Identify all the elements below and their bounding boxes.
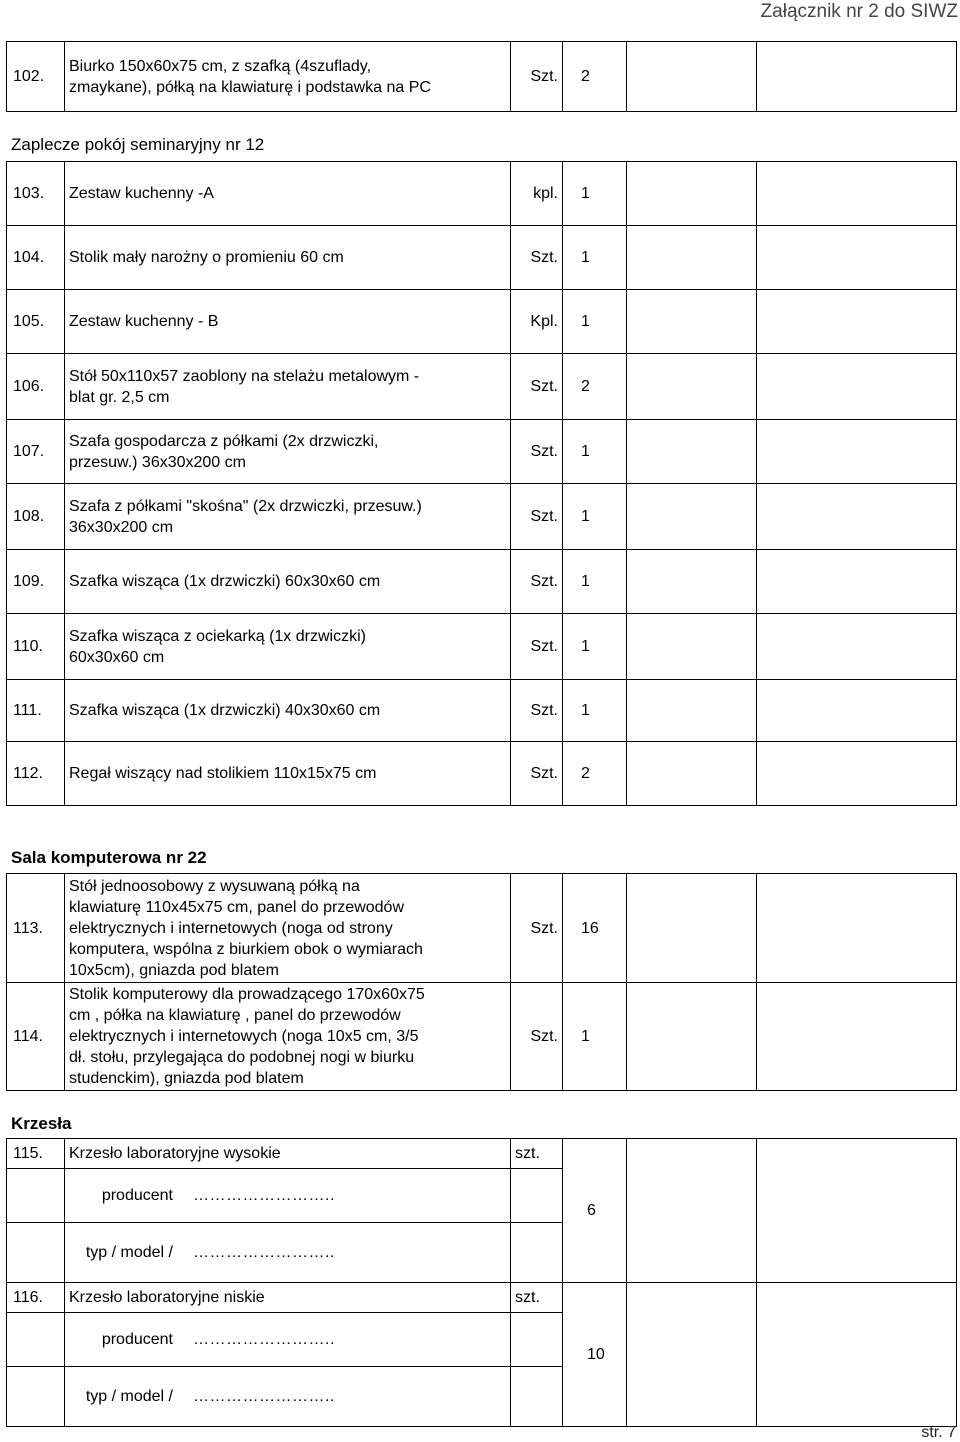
empty-cell — [757, 484, 957, 550]
desc-line: Stół jednoosobowy z wysuwaną półką na — [69, 877, 360, 895]
producer-input[interactable]: …………………….. — [193, 1187, 335, 1204]
producer-line — [65, 1169, 511, 1223]
table-row — [7, 983, 957, 1091]
table-row — [7, 1139, 957, 1169]
table-row — [7, 420, 957, 484]
table-row — [7, 1283, 957, 1313]
model-label: typ / model / — [85, 1244, 173, 1261]
empty-cell — [627, 42, 757, 112]
item-qty: 1 — [563, 484, 627, 550]
model-input[interactable]: …………………….. — [193, 1244, 335, 1261]
item-unit: Kpl. — [511, 290, 563, 354]
desc-line: Stolik komputerowy dla prowadzącego 170x60x75 — [69, 986, 425, 1003]
empty-cell — [627, 226, 757, 290]
item-unit: kpl. — [511, 162, 563, 226]
desc-line: 36x30x200 cm — [69, 518, 174, 536]
item-unit: szt. — [511, 1283, 563, 1313]
empty-cell — [757, 1139, 957, 1283]
table-row — [7, 614, 957, 680]
item-unit: Szt. — [511, 420, 563, 484]
empty-cell — [7, 1313, 65, 1367]
empty-cell — [757, 290, 957, 354]
item-unit: Szt. — [511, 550, 563, 614]
item-description — [65, 983, 511, 1091]
item-description — [65, 484, 511, 550]
item-description — [65, 614, 511, 680]
desc-line: Szafka wisząca z ociekarką (1x drzwiczki) — [69, 627, 366, 645]
item-unit: Szt. — [511, 354, 563, 420]
item-number: 110. — [7, 614, 65, 680]
desc-line: elektrycznych i internetowych (noga od strony — [69, 919, 393, 937]
item-qty: 1 — [563, 420, 627, 484]
empty-cell — [627, 742, 757, 806]
table-krzesla — [6, 1138, 957, 1427]
item-qty: 1 — [563, 614, 627, 680]
producer-input[interactable]: …………………….. — [193, 1331, 335, 1348]
item-unit: szt. — [511, 1139, 563, 1169]
item-qty: 2 — [563, 42, 627, 112]
table-zaplecze — [6, 161, 957, 806]
item-qty: 6 — [563, 1139, 627, 1283]
item-number: 109. — [7, 550, 65, 614]
empty-cell — [757, 226, 957, 290]
empty-cell — [757, 1283, 957, 1427]
producer-label: producent — [101, 1331, 173, 1348]
section-title-krzesla: Krzesła — [11, 1114, 72, 1133]
item-description — [65, 874, 511, 983]
empty-cell — [627, 983, 757, 1091]
empty-cell — [627, 1283, 757, 1427]
item-number: 111. — [7, 680, 65, 742]
item-description: Szafka wisząca (1x drzwiczki) 60x30x60 cm — [65, 550, 511, 614]
item-number: 113. — [7, 874, 65, 983]
empty-cell — [757, 983, 957, 1091]
item-number: 115. — [7, 1139, 65, 1169]
item-number: 102. — [7, 42, 65, 112]
desc-line: Szafa z półkami "skośna" (2x drzwiczki, przesuw.) — [69, 497, 422, 515]
item-qty: 1 — [563, 983, 627, 1091]
table-row — [7, 550, 957, 614]
desc-line: klawiaturę 110x45x75 cm, panel do przewodów — [69, 898, 405, 916]
empty-cell — [627, 874, 757, 983]
item-number: 112. — [7, 742, 65, 806]
item-unit: Szt. — [511, 742, 563, 806]
empty-cell — [627, 680, 757, 742]
model-input[interactable]: …………………….. — [193, 1388, 335, 1405]
empty-cell — [627, 420, 757, 484]
item-number: 107. — [7, 420, 65, 484]
item-qty: 1 — [563, 680, 627, 742]
empty-cell — [757, 550, 957, 614]
item-unit: Szt. — [511, 614, 563, 680]
desc-line: komputera, wspólna z biurkiem obok o wymiarach — [69, 940, 423, 958]
item-qty: 1 — [563, 162, 627, 226]
desc-line: Biurko 150x60x75 cm, z szafką (4szuflady, — [69, 57, 372, 75]
empty-cell — [757, 742, 957, 806]
empty-cell — [7, 1223, 65, 1283]
item-description: Szafka wisząca (1x drzwiczki) 40x30x60 cm — [65, 680, 511, 742]
item-unit: Szt. — [511, 226, 563, 290]
model-label: typ / model / — [85, 1388, 173, 1405]
item-number: 114. — [7, 983, 65, 1091]
empty-cell — [757, 162, 957, 226]
desc-line: dł. stołu, przylegająca do podobnej nogi w biurku — [69, 1049, 415, 1066]
item-number: 103. — [7, 162, 65, 226]
empty-cell — [627, 484, 757, 550]
empty-cell — [511, 1313, 563, 1367]
item-unit: Szt. — [511, 874, 563, 983]
item-qty: 16 — [563, 874, 627, 983]
item-qty: 1 — [563, 290, 627, 354]
empty-cell — [627, 550, 757, 614]
desc-line: Stół 50x110x57 zaoblony na stelażu metalowym - — [69, 367, 420, 385]
empty-cell — [627, 290, 757, 354]
item-number: 106. — [7, 354, 65, 420]
item-number: 104. — [7, 226, 65, 290]
desc-line: 60x30x60 cm — [69, 648, 165, 666]
empty-cell — [757, 614, 957, 680]
producer-line — [65, 1313, 511, 1367]
model-line — [65, 1223, 511, 1283]
item-description: Zestaw kuchenny -A — [65, 162, 511, 226]
empty-cell — [7, 1169, 65, 1223]
section-title-sala: Sala komputerowa nr 22 — [11, 848, 207, 867]
empty-cell — [757, 354, 957, 420]
item-number: 108. — [7, 484, 65, 550]
empty-cell — [627, 1139, 757, 1283]
table-sala — [6, 873, 957, 1091]
item-qty: 1 — [563, 550, 627, 614]
table-row-102 — [6, 41, 957, 112]
item-description: Zestaw kuchenny - B — [65, 290, 511, 354]
empty-cell — [757, 874, 957, 983]
desc-line: zmaykane), półką na klawiaturę i podstawka na PC — [69, 78, 431, 96]
table-row — [7, 680, 957, 742]
item-qty: 10 — [563, 1283, 627, 1427]
empty-cell — [757, 42, 957, 112]
empty-cell — [627, 354, 757, 420]
item-number: 116. — [7, 1283, 65, 1313]
item-description: Krzesło laboratoryjne niskie — [65, 1283, 511, 1313]
item-description — [65, 420, 511, 484]
empty-cell — [511, 1367, 563, 1427]
empty-cell — [627, 614, 757, 680]
attachment-header: Załącznik nr 2 do SIWZ — [760, 1, 958, 22]
producer-label: producent — [101, 1187, 173, 1204]
desc-line: blat gr. 2,5 cm — [69, 388, 170, 406]
desc-line: 10x5cm), gniazda pod blatem — [69, 961, 279, 979]
table-row — [7, 484, 957, 550]
table-row — [7, 742, 957, 806]
desc-line: Szafa gospodarcza z półkami (2x drzwiczki, — [69, 432, 379, 450]
table-row — [7, 874, 957, 983]
item-unit: Szt. — [511, 680, 563, 742]
table-row — [7, 290, 957, 354]
empty-cell — [7, 1367, 65, 1427]
desc-line: cm , półka na klawiaturę , panel do przewodów — [69, 1007, 401, 1024]
table-row — [7, 226, 957, 290]
table-row — [7, 162, 957, 226]
empty-cell — [757, 420, 957, 484]
item-qty: 2 — [563, 742, 627, 806]
item-unit: Szt. — [511, 484, 563, 550]
table-row — [7, 354, 957, 420]
desc-line: przesuw.) 36x30x200 cm — [69, 453, 246, 471]
empty-cell — [757, 680, 957, 742]
item-qty: 2 — [563, 354, 627, 420]
section-title-zaplecze: Zaplecze pokój seminaryjny nr 12 — [11, 135, 265, 154]
item-description: Krzesło laboratoryjne wysokie — [65, 1139, 511, 1169]
item-description: Regał wiszący nad stolikiem 110x15x75 cm — [65, 742, 511, 806]
model-line — [65, 1367, 511, 1427]
item-unit: Szt. — [511, 983, 563, 1091]
empty-cell — [511, 1169, 563, 1223]
item-description: Stolik mały narożny o promieniu 60 cm — [65, 226, 511, 290]
desc-line: studenckim), gniazda pod blatem — [69, 1070, 304, 1087]
empty-cell — [627, 162, 757, 226]
desc-line: elektrycznych i internetowych (noga 10x5 cm, 3/5 — [69, 1028, 419, 1045]
item-description — [65, 42, 511, 112]
empty-cell — [511, 1223, 563, 1283]
item-description — [65, 354, 511, 420]
page-number: str. 7 — [921, 1424, 956, 1441]
item-number: 105. — [7, 290, 65, 354]
item-qty: 1 — [563, 226, 627, 290]
item-unit: Szt. — [511, 42, 563, 112]
